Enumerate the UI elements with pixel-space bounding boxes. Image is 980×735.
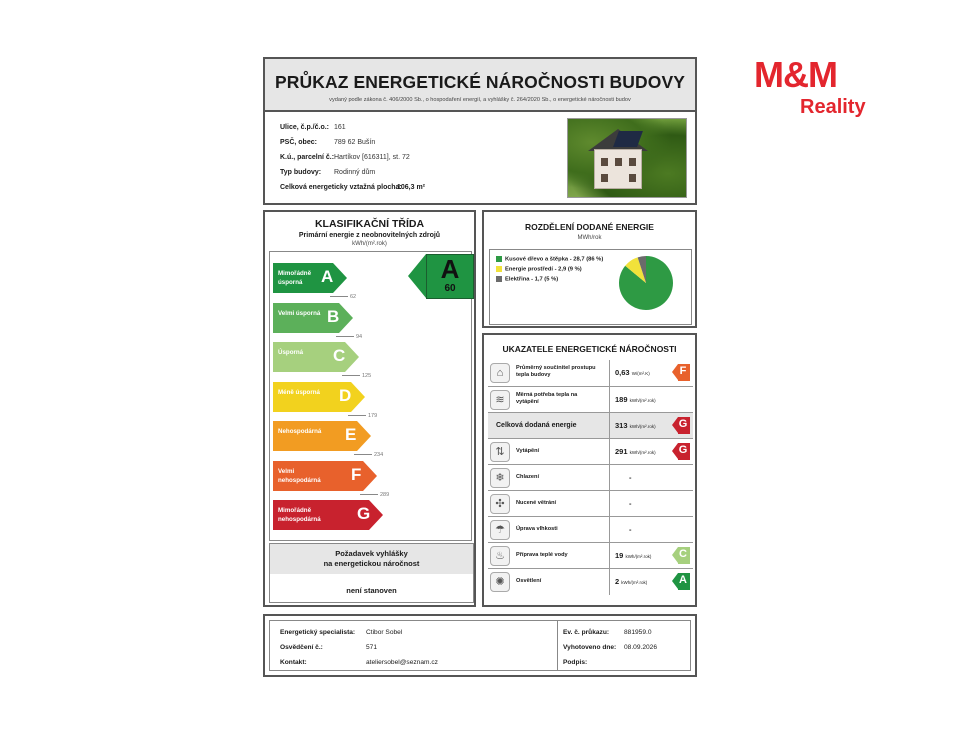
legend-label: Kusové dřevo a štěpka - 28,7 (86 %) [505, 256, 604, 263]
legend-swatch [496, 276, 502, 282]
indicator-name: Úprava vlhkosti [516, 526, 558, 532]
distribution-unit: MWh/rok [577, 235, 602, 241]
indicator-unit: kWh/(m².rok) [629, 450, 656, 455]
indicator-icon: ✺ [490, 572, 510, 592]
distribution-title: ROZDĚLENÍ DODANÉ ENERGIE [525, 222, 654, 232]
legend-label: Energie prostředí - 2,9 (9 %) [505, 266, 582, 273]
indicator-icon: ⌂ [490, 363, 510, 383]
cert-label: Osvědčení č.: [280, 644, 323, 651]
classification-box [263, 210, 476, 607]
threshold-line [330, 296, 348, 297]
indicator-icon: ≋ [490, 390, 510, 410]
badge-letter: C [679, 548, 687, 560]
class-threshold [330, 294, 356, 300]
indicator-value-cell [615, 421, 656, 430]
class-threshold [348, 413, 377, 419]
legend-item-environment [496, 266, 582, 273]
specialist-row [280, 629, 403, 636]
class-band-letter: B [327, 306, 340, 326]
area-value: 106,3 m² [397, 184, 426, 191]
current-class-arrow [408, 254, 426, 298]
class-band-letter: D [339, 385, 352, 405]
requirement-title-line1: Požadavek vyhlášky [335, 549, 408, 558]
indicator-value: - [629, 473, 632, 482]
ev-row [563, 629, 652, 636]
footer-panel [269, 620, 691, 671]
photo-window [615, 158, 622, 166]
psc-value: 789 62 Bušín [334, 139, 376, 146]
logo-word: Reality [800, 96, 866, 118]
footer-box [263, 614, 697, 677]
indicator-value-cell [615, 551, 651, 560]
indicator-row [488, 516, 693, 542]
threshold-line [336, 336, 354, 337]
indicator-class-badge [672, 573, 690, 590]
indicator-row [488, 568, 693, 594]
logo-mark: M&M [754, 54, 837, 95]
contact-row [280, 659, 438, 666]
class-band-label: Nehospodárná [278, 428, 322, 435]
class-threshold [354, 452, 383, 458]
photo-window [629, 158, 636, 166]
issued-value: 08.09.2026 [624, 644, 658, 651]
indicator-row [488, 360, 693, 386]
class-band-label: Úsporná [278, 349, 304, 356]
street-value: 161 [334, 124, 346, 131]
class-threshold [342, 373, 371, 379]
indicator-row [488, 490, 693, 516]
indicator-unit: kWh/(m².rok) [629, 398, 656, 403]
classification-unit: kWh/(m².rok) [352, 241, 387, 247]
class-band-letter: E [345, 425, 357, 444]
photo-window [629, 174, 636, 182]
class-band-arrow [345, 342, 359, 372]
indicators-box [482, 333, 697, 607]
threshold-line [354, 454, 372, 455]
indicator-value-cell [615, 447, 656, 456]
indicator-divider [609, 387, 610, 413]
legend-swatch [496, 256, 502, 262]
badge-letter: F [679, 365, 687, 377]
indicator-icon: ⇅ [490, 442, 510, 462]
threshold-value: 179 [368, 412, 378, 419]
footer-divider [557, 621, 558, 670]
class-band-arrow [339, 303, 353, 333]
indicator-name: Osvětlení [516, 578, 542, 584]
street-label: Ulice, č.p./č.o.: [280, 124, 330, 131]
indicator-row [488, 386, 693, 412]
class-band-label: Velmi nehospodárná [278, 467, 321, 484]
issued-row [563, 644, 658, 651]
indicator-value: 0,63 [615, 368, 630, 377]
threshold-value: 289 [380, 491, 390, 498]
indicator-value: - [629, 499, 632, 508]
indicator-divider [609, 413, 610, 439]
ev-label: Ev. č. průkazu: [563, 629, 610, 636]
class-band-label: Mimořádně úsporná [278, 270, 312, 286]
indicator-name: Vytápění [516, 448, 540, 454]
type-value: Rodinný dům [334, 169, 376, 176]
requirement-title-line2: na energetickou náročnost [323, 559, 420, 568]
contact-value: ateliersobel@seznam.cz [366, 659, 438, 666]
building-info [263, 110, 697, 205]
indicator-divider [609, 491, 610, 517]
document-subtitle: vydaný podle zákona č. 406/2000 Sb., o hospodaření energií, a vyhlášky č. 264/2020 Sb., o energetické náročnosti budov [329, 97, 631, 103]
specialist-label: Energetický specialista: [280, 629, 356, 636]
distribution-panel [489, 249, 692, 325]
threshold-line [360, 494, 378, 495]
indicator-divider [609, 465, 610, 491]
cert-value: 571 [366, 644, 378, 651]
class-band-arrow [357, 421, 371, 451]
indicator-row [488, 412, 693, 438]
class-band-arrow [333, 263, 347, 293]
indicator-name: Chlazení [516, 474, 540, 480]
energy-class-scale [269, 251, 472, 541]
indicator-value-cell [629, 525, 632, 534]
ku-value: Hartíkov [616311], st. 72 [334, 154, 410, 161]
ku-label: K.ú., parcelní č.: [280, 154, 335, 161]
indicator-icon: ❄ [490, 468, 510, 488]
class-band-letter: C [333, 346, 346, 365]
threshold-value: 62 [350, 294, 357, 300]
indicator-icon: ☂ [490, 520, 510, 540]
contact-label: Kontakt: [280, 659, 307, 666]
threshold-line [348, 415, 366, 416]
legend-label: Elektřina - 1,7 (5 %) [505, 276, 559, 283]
signature-row [563, 659, 587, 666]
psc-label: PSČ, obec: [280, 139, 317, 146]
indicator-divider [609, 439, 610, 465]
indicator-name: Celková dodaná energie [496, 422, 577, 429]
indicators-title: UKAZATELE ENERGETICKÉ NÁROČNOSTI [502, 344, 677, 354]
indicator-value: 291 [615, 447, 628, 456]
indicator-divider [609, 543, 610, 569]
class-band-arrow [363, 461, 377, 491]
indicator-name: Příprava teplé vody [516, 552, 568, 558]
legend-swatch [496, 266, 502, 272]
building-photo [567, 118, 687, 198]
class-band-label: Mimořádně nehospodárná [278, 507, 321, 523]
class-threshold [336, 334, 362, 340]
indicator-class-badge [672, 443, 690, 460]
indicator-row [488, 438, 693, 464]
distribution-box [482, 210, 697, 328]
indicator-class-badge [672, 364, 690, 381]
class-band-label: Velmi úsporná [278, 309, 321, 317]
indicator-row [488, 542, 693, 568]
header-box [263, 57, 697, 112]
indicator-value-cell [629, 473, 632, 482]
indicator-value: 313 [615, 421, 628, 430]
indicator-icon: ♨ [490, 546, 510, 566]
cert-row [280, 644, 378, 651]
requirement-value: není stanoven [346, 586, 397, 595]
indicator-unit: kWh/(m².rok) [629, 424, 656, 429]
indicator-unit: kWh/(m².rok) [621, 580, 648, 585]
indicator-class-badge [672, 547, 690, 564]
classification-subtitle: Primární energie z neobnovitelných zdrojů [298, 232, 441, 239]
document-title: PRŮKAZ ENERGETICKÉ NÁROČNOSTI BUDOVY [274, 72, 685, 92]
legend-item-electricity [496, 276, 558, 283]
type-label: Typ budovy: [280, 169, 322, 176]
indicator-divider [609, 517, 610, 543]
indicator-value-cell [615, 368, 650, 377]
photo-window [601, 158, 608, 166]
indicator-divider [609, 360, 610, 386]
indicator-value: 2 [615, 577, 620, 586]
indicator-value: - [629, 525, 632, 534]
class-band-letter: F [351, 464, 362, 484]
issued-label: Vyhotoveno dne: [563, 644, 617, 651]
requirement-header [270, 544, 473, 574]
indicator-name: Průměrný součinitel prostupu tepla budovy [516, 365, 596, 378]
company-logo [754, 54, 874, 124]
requirement-box [269, 543, 474, 603]
indicator-value-cell [615, 395, 656, 404]
indicator-value-cell [629, 499, 632, 508]
class-band-letter: A [321, 267, 334, 286]
indicator-unit: W/(m².K) [631, 371, 650, 376]
signature-label: Podpis: [563, 659, 588, 666]
photo-window [601, 174, 608, 182]
indicator-name: Nucené větrání [516, 500, 557, 506]
threshold-value: 125 [362, 373, 372, 379]
class-band-arrow [351, 382, 365, 412]
badge-letter: G [678, 418, 688, 430]
indicator-value: 19 [615, 551, 624, 560]
photo-house [594, 149, 642, 189]
threshold-line [342, 375, 360, 376]
specialist-value: Ctibor Sobel [366, 629, 403, 636]
current-class-letter: A [440, 254, 460, 284]
distribution-pie-chart [616, 253, 676, 313]
indicator-value: 189 [615, 395, 628, 404]
current-class-value: 60 [444, 283, 456, 294]
badge-letter: A [679, 574, 687, 586]
indicator-row [488, 464, 693, 490]
badge-letter: G [678, 444, 688, 456]
area-label: Celková energeticky vztažná plocha: [280, 184, 402, 191]
indicator-unit: kWh/(m².rok) [625, 554, 652, 559]
legend-item-wood [496, 256, 603, 263]
indicator-class-badge [672, 417, 690, 434]
class-threshold [360, 492, 389, 498]
class-band-letter: G [357, 504, 371, 523]
class-band-arrow [369, 500, 383, 530]
current-class-indicator [408, 254, 474, 299]
class-band-label: Méně úsporná [278, 388, 320, 396]
indicator-divider [609, 569, 610, 595]
threshold-value: 234 [374, 452, 384, 458]
ev-value: 881959.0 [624, 629, 652, 636]
indicator-value-cell [615, 577, 647, 586]
classification-title: KLASIFIKAČNÍ TŘÍDA [314, 218, 425, 230]
threshold-value: 94 [356, 333, 363, 340]
indicator-icon: ✣ [490, 494, 510, 514]
indicator-name: Měrná potřeba tepla na vytápění [516, 392, 578, 405]
